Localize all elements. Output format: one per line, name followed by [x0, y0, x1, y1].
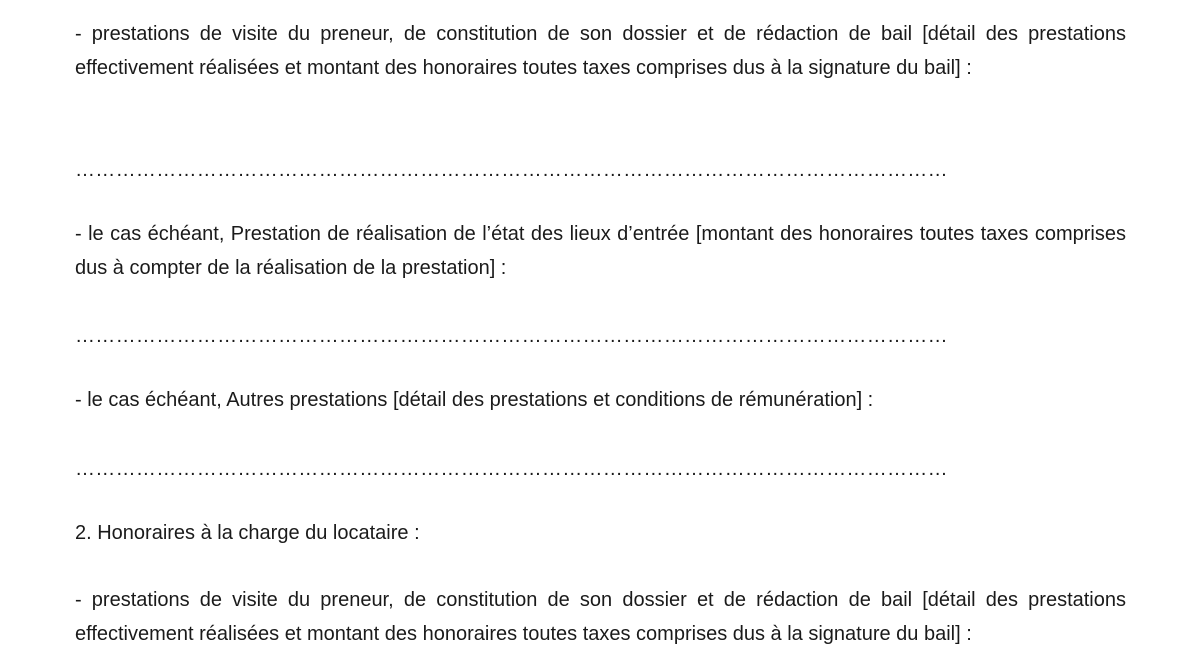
tenant-fees-section-heading: 2. Honoraires à la charge du locataire : [75, 522, 420, 544]
fill-in-line-2: ………………………………………………………………………………………………………………… [75, 325, 948, 347]
fill-in-line-1: ………………………………………………………………………………………………………………… [75, 159, 948, 181]
tenant-fees-visit-paragraph: - prestations de visite du preneur, de constitution de son dossier et de rédaction de bail [détail des prestations effectivement réalisées et montant des honoraires toutes taxes comprises dus à la signature du bail] : [75, 589, 1126, 645]
inventory-fees-paragraph: - le cas échéant, Prestation de réalisation de l’état des lieux d’entrée [montant des honoraires toutes taxes comprises dus à compter de la réalisation de la prestation] : [75, 223, 1126, 279]
fill-in-line-3: ………………………………………………………………………………………………………………… [75, 458, 948, 480]
landlord-fees-visit-paragraph: - prestations de visite du preneur, de constitution de son dossier et de rédaction de bail [détail des prestations effectivement réalisées et montant des honoraires toutes taxes comprises dus à la signature du bail] : [75, 23, 1126, 79]
other-services-paragraph: - le cas échéant, Autres prestations [détail des prestations et conditions de rémunération] : [75, 389, 874, 411]
document-page [75, 0, 1126, 645]
